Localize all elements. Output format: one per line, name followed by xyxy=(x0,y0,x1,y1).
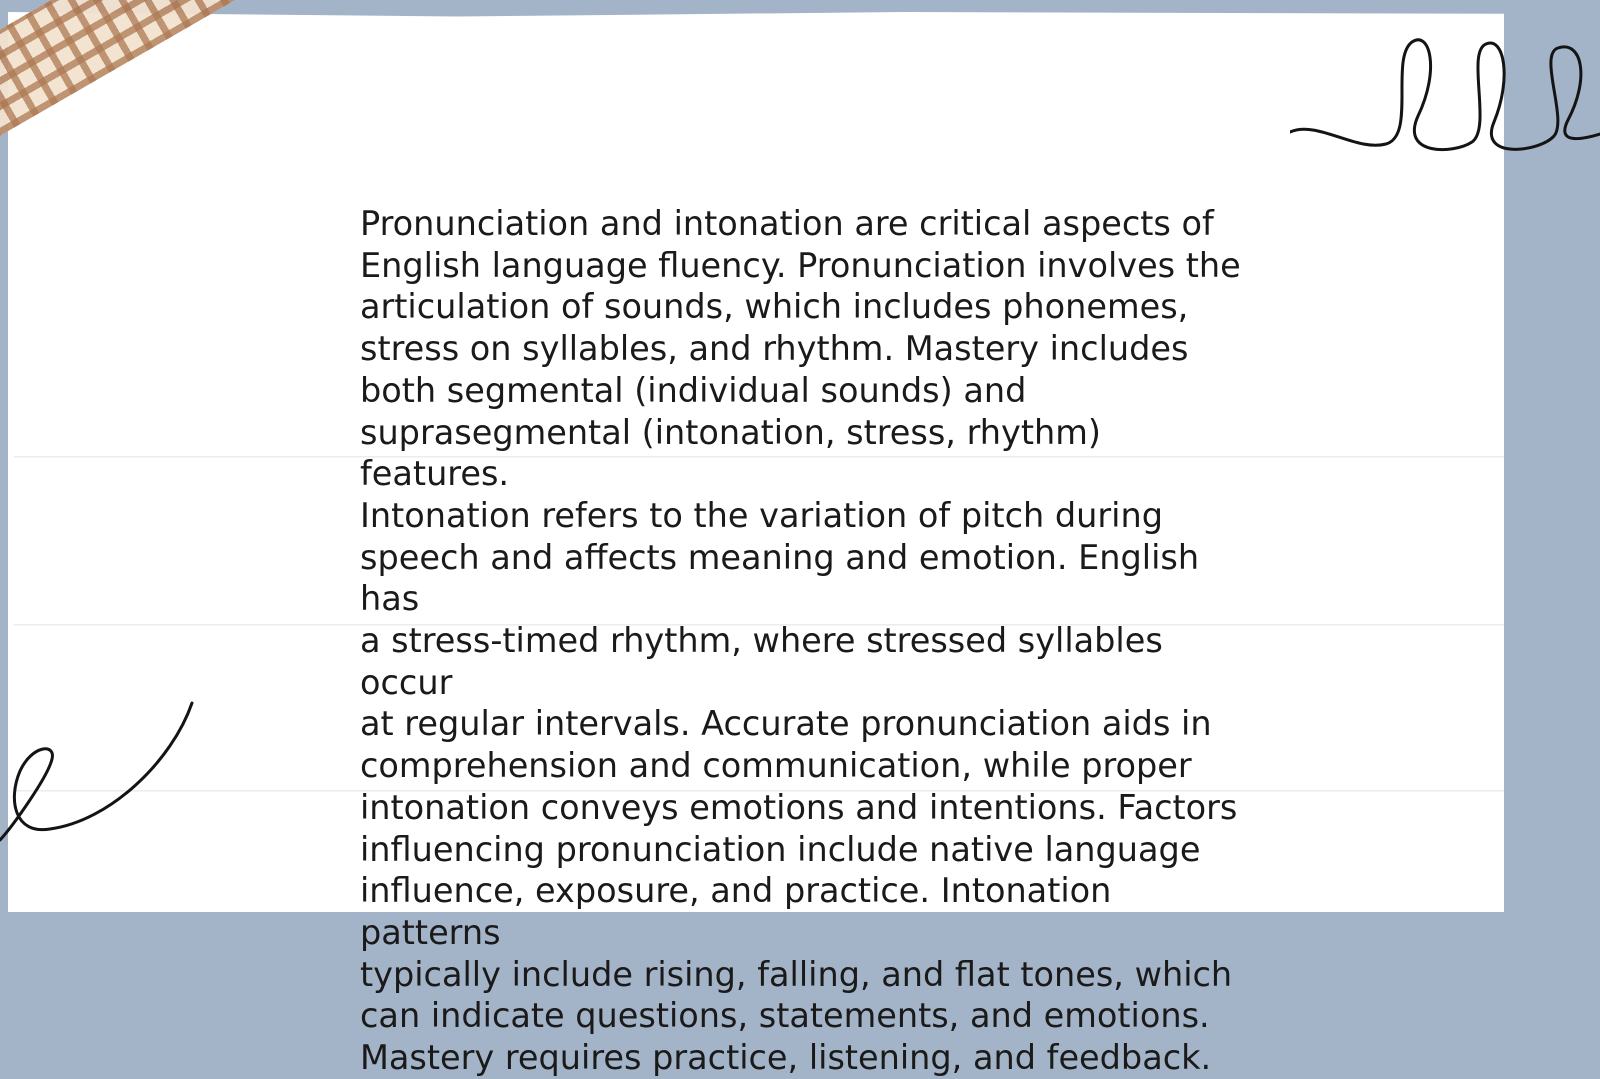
loop-squiggle-icon xyxy=(1290,30,1600,160)
swirl-check-icon xyxy=(0,695,200,850)
body-paragraph: Pronunciation and intonation are critical aspects of English language fluency. Pronunciation involves the articulation of sounds, which includes phonemes, stress on syllables, and rhythm. Mastery includes both segmental (individual sounds) and suprasegmental (intonation, stress, rhythm) features. Intonation refers to the variation of pitch during speech and affects meaning and emotion. English has a stress-timed rhythm, where stressed syllables occur at regular intervals. Accurate pronunciation aids in comprehension and communication, while proper intonation conveys emotions and intentions. Factors influencing pronunciation include native language influence, exposure, and practice. Intonation patterns typically include rising, falling, and flat tones, which can indicate questions, statements, and emotions. Mastery requires practice, listening, and feedback. xyxy=(360,204,1241,1078)
